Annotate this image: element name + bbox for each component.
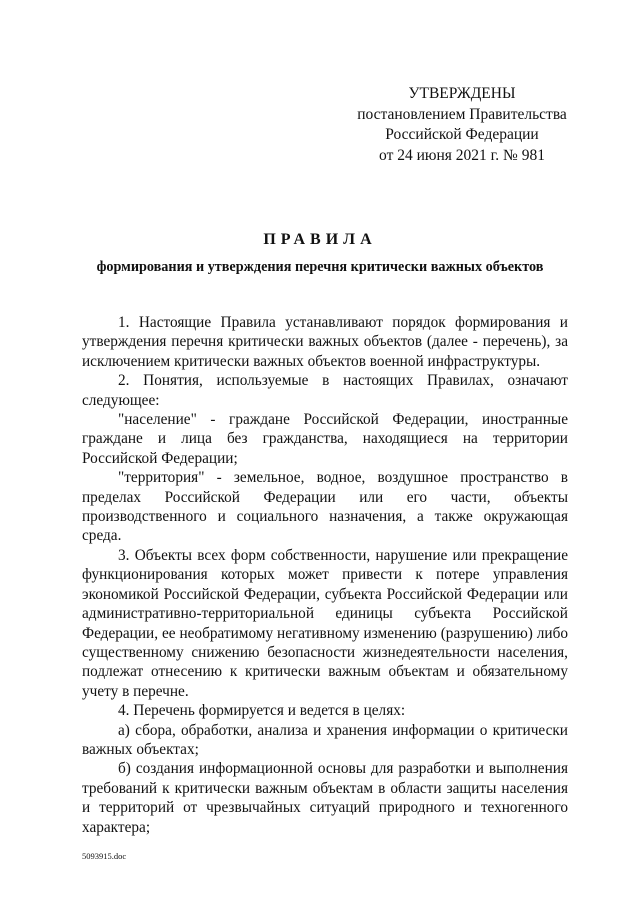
- approval-block: [352, 84, 572, 166]
- definition-population: "население" - граждане Российской Федерации, иностранные граждане и лица без гражданства, находящиеся на территории Российской Федерации;: [82, 411, 568, 467]
- definition-territory: "территория" - земельное, водное, воздушное пространство в пределах Российской Федерации или его части, объекты производственного и социального назначения, а также окружающая среда.: [82, 469, 568, 545]
- approval-heading: УТВЕРЖДЕНЫ: [408, 85, 516, 102]
- approval-date-number: от 24 июня 2021 г. № 981: [379, 146, 545, 164]
- paragraph-2: 2. Понятия, используемые в настоящих Правилах, означают следующее:: [82, 372, 568, 409]
- paragraph-3: 3. Объекты всех форм собственности, нарушение или прекращение функционирования которых может привести к потере управления экономикой Российской Федерации, субъекта Российской Федерации или административно-территориальной единицы субъекта Российской Федерации, ее необратимому негативному изменению (разрушению) либо существенному снижению безопасности жизнедеятельности населения, подлежат отнесению к критически важным объектам и обязательному учету в перечне.: [82, 546, 568, 700]
- paragraph-4: 4. Перечень формируется и ведется в целях:: [118, 702, 406, 720]
- document-title: ПРАВИЛА: [263, 231, 377, 248]
- paragraph-1: 1. Настоящие Правила устанавливают порядок формирования и утверждения перечня критически важных объектов (далее - перечень), за исключением критически важных объектов военной инфраструктуры.: [82, 314, 568, 370]
- document-body: [82, 313, 568, 837]
- item-b: б) создания информационной основы для разработки и выполнения требований к критически важным объектам в области защиты населения и территорий от чрезвычайных ситуаций природного и техногенного характера;: [82, 760, 568, 836]
- approval-decree: постановлением Правительства: [357, 105, 567, 123]
- document-subtitle: формирования и утверждения перечня критически важных объектов: [96, 259, 544, 275]
- item-a: а) сбора, обработки, анализа и хранения информации о критически важных объектах;: [82, 721, 568, 758]
- file-name-footer: 5093915.doc: [82, 851, 127, 861]
- approval-government: Российской Федерации: [385, 126, 539, 143]
